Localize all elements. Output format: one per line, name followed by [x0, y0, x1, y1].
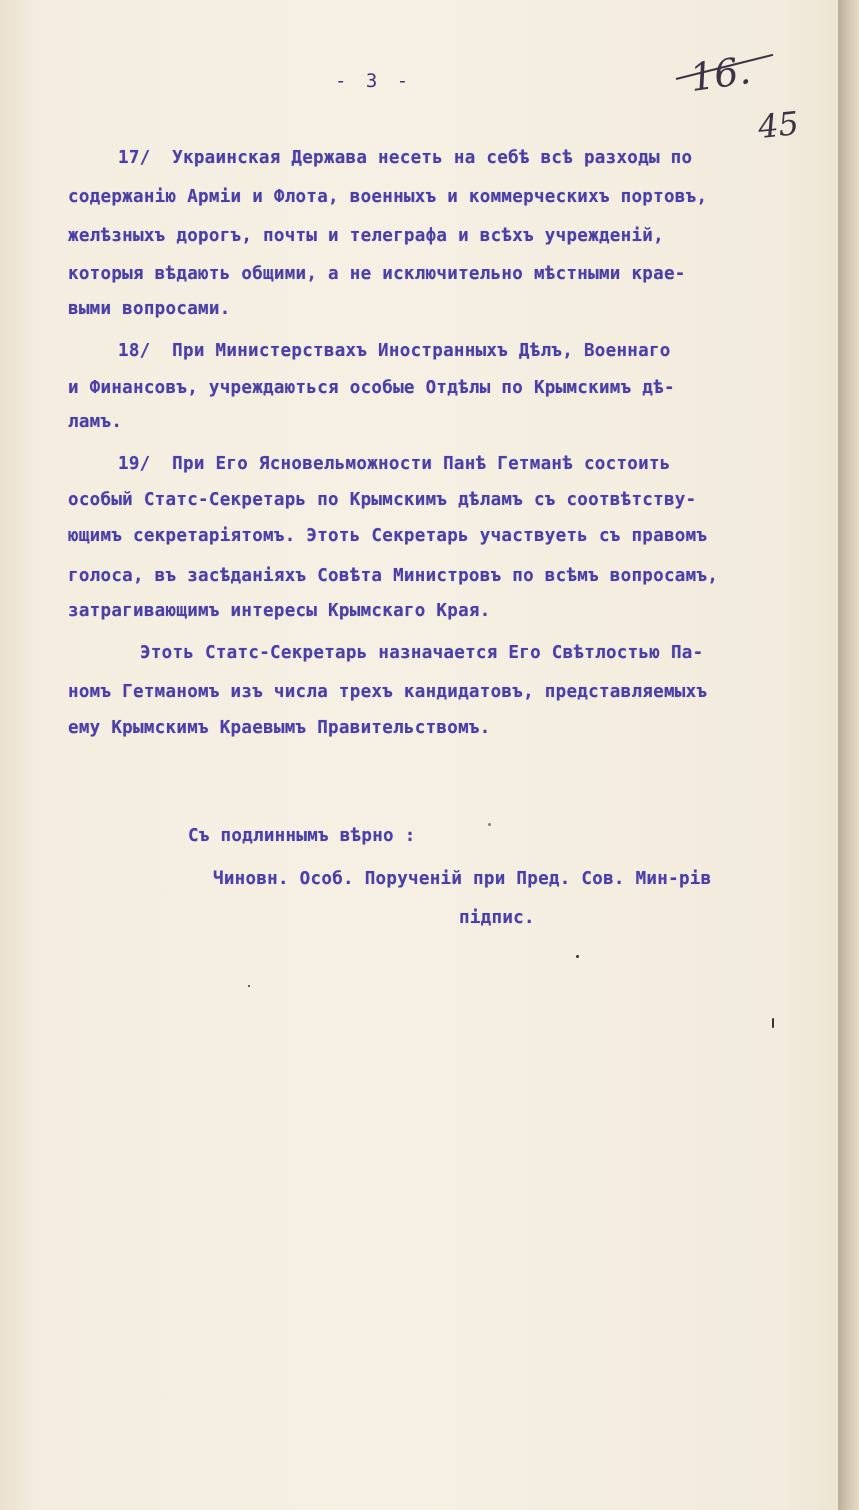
paragraph-17-line: 17/ Украинская Держава несеть на себѣ всѣ разходы по — [118, 148, 693, 168]
paragraph-19-line: голоса, въ засѣданіяхъ Совѣта Министровъ по всѣмъ вопросамъ, — [68, 566, 719, 586]
paper-speck — [488, 823, 491, 826]
page-number: - 3 - — [335, 70, 413, 92]
paragraph-17-line: которыя вѣдають общими, а не исключительно мѣстными крае- — [68, 264, 686, 284]
paragraph-17-line: желѣзныхъ дорогъ, почты и телеграфа и всѣхъ учрежденій, — [68, 226, 664, 246]
paragraph-20-line: номъ Гетманомъ изъ числа трехъ кандидатовъ, представляемыхъ — [68, 682, 708, 702]
paragraph-19-line: особый Статс-Секретарь по Крымскимъ дѣламъ съ соотвѣтству- — [68, 490, 697, 510]
paragraph-19-line: ющимъ секретаріятомъ. Этоть Секретарь участвуеть съ правомъ — [68, 526, 708, 546]
paper-speck — [772, 1018, 774, 1028]
paragraph-20-line: ему Крымскимъ Краевымъ Правительствомъ. — [68, 718, 491, 738]
paper-speck — [576, 955, 579, 958]
folio-number-secondary: 45 — [756, 103, 801, 147]
certification-signer: Чиновн. Особ. Порученій при Пред. Сов. Мин-рів — [213, 869, 712, 889]
certification-signature: підпис. — [459, 908, 535, 928]
paragraph-18-line: 18/ При Министерствахъ Иностранныхъ Дѣлъ, Военнаго — [118, 341, 671, 361]
paragraph-18-line: и Финансовъ, учреждаються особые Отдѣлы по Крымскимъ дѣ- — [68, 378, 675, 398]
paper-speck — [248, 985, 250, 987]
paragraph-20-line: Этоть Статс-Секретарь назначается Его Свѣтлостью Па- — [140, 643, 704, 663]
folio-number-handwritten: 16. — [687, 48, 754, 100]
paragraph-17-line: выми вопросами. — [68, 299, 231, 319]
paragraph-18-line: ламъ. — [68, 412, 123, 432]
paragraph-19-line: 19/ При Его Ясновельможности Панѣ Гетманѣ состоить — [118, 454, 671, 474]
page-edge — [838, 0, 859, 1510]
paragraph-19-line: затрагивающимъ интересы Крымскаго Края. — [68, 601, 491, 621]
certification-line: Съ подлиннымъ вѣрно : — [188, 826, 416, 846]
paragraph-17-line: содержанію Арміи и Флота, военныхъ и коммерческихъ портовъ, — [68, 187, 708, 207]
